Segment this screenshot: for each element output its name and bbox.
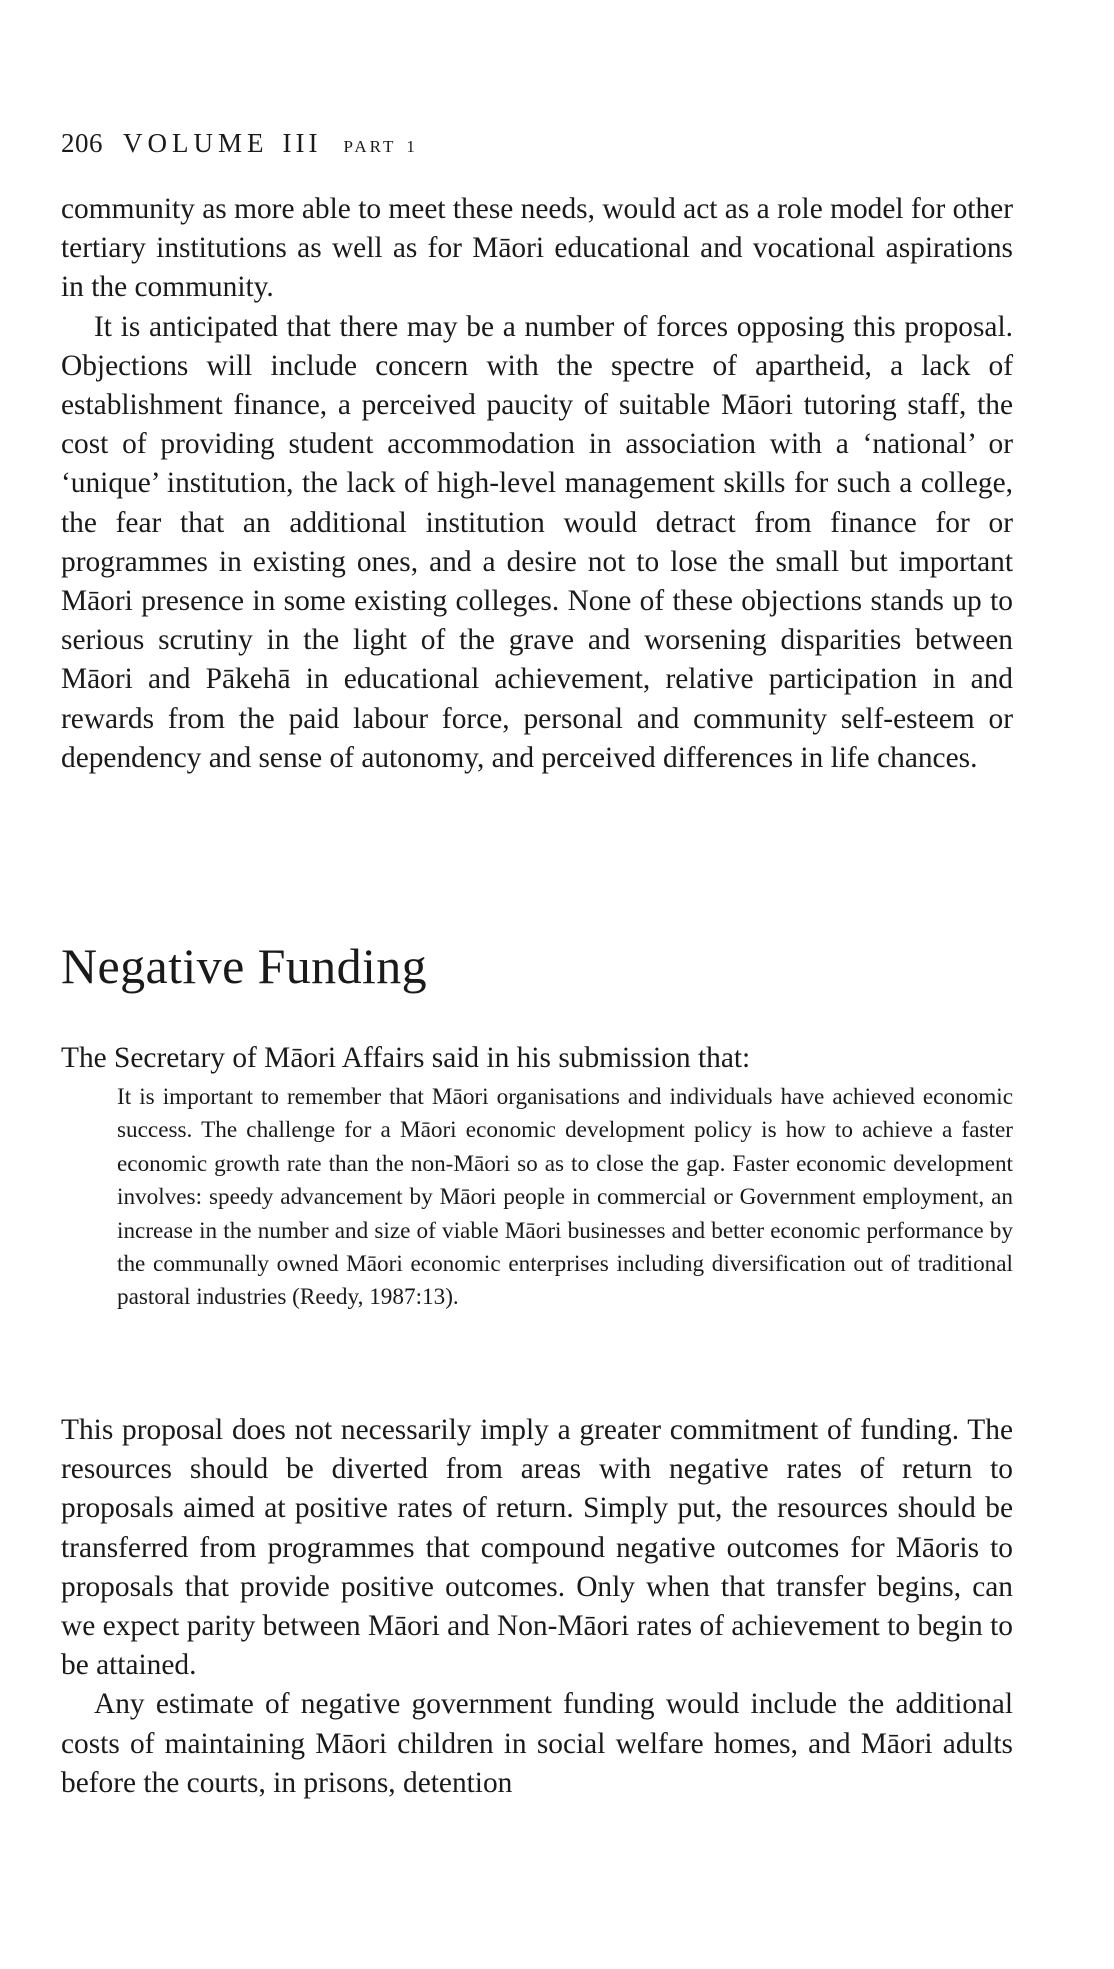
quote-intro: The Secretary of Māori Affairs said in his submission that: (61, 1042, 751, 1074)
part-label: PART (343, 137, 397, 156)
part-number: 1 (406, 137, 416, 156)
section-body (61, 1411, 1013, 1803)
page-number: 206 (61, 128, 103, 158)
section-heading: Negative Funding (61, 938, 428, 994)
paragraph-funding: This proposal does not necessarily imply a greater commitment of funding. The resources should be diverted from areas with negative rates of return to proposals aimed at positive rates of return. Simply put, the resources should be transferred from programmes that compound negative outcomes for Māoris to proposals that provide positive outcomes. Only when that transfer begins, can we expect parity between Māori and Non-Māori rates of achievement to begin to be attained. (61, 1414, 1013, 1682)
paragraph-estimate: Any estimate of negative government funding would include the additional costs of maintaining Māori children in social welfare homes, and Māori adults before the courts, in prisons, detention (61, 1688, 1013, 1799)
block-quote: It is important to remember that Māori organisations and individuals have achieved economic success. The challenge for a Māori economic development policy is how to achieve a faster economic growth rate than the non-Māori so as to close the gap. Faster economic development involves: speedy advancement by Māori people in commercial or Government employment, an increase in the number and size of viable Māori businesses and better economic performance by the communally owned Māori economic enterprises including diversification out of traditional pastoral industries (Reedy, 1987:13). (117, 1084, 1013, 1311)
volume-number: III (282, 128, 322, 158)
running-head (61, 128, 415, 159)
quote-intro-block (61, 1039, 1013, 1078)
paragraph-continued: community as more able to meet these needs, would act as a role model for other tertiary institutions as well as for Māori educational and vocational aspirations in the community. (61, 193, 1013, 304)
volume-label: VOLUME (123, 128, 269, 158)
paragraph-objections: It is anticipated that there may be a number of forces opposing this proposal. Objections will include concern with the spectre of apartheid, a lack of establishment finance, a perceived paucity of suitable Māori tutoring staff, the cost of providing student accommodation in association with a ‘national’ or ‘unique’ institution, the lack of high-level management skills for such a college, the fear that an additional institution would detract from finance for or programmes in existing ones, and a desire not to lose the small but important Māori presence in some existing colleges. None of these objections stands up to serious scrutiny in the light of the grave and worsening disparities between Māori and Pākehā in educational achievement, relative participation in and rewards from the paid labour force, personal and community self-esteem or dependency and sense of autonomy, and perceived differences in life chances. (61, 310, 1013, 774)
section-body-continued (61, 190, 1013, 778)
